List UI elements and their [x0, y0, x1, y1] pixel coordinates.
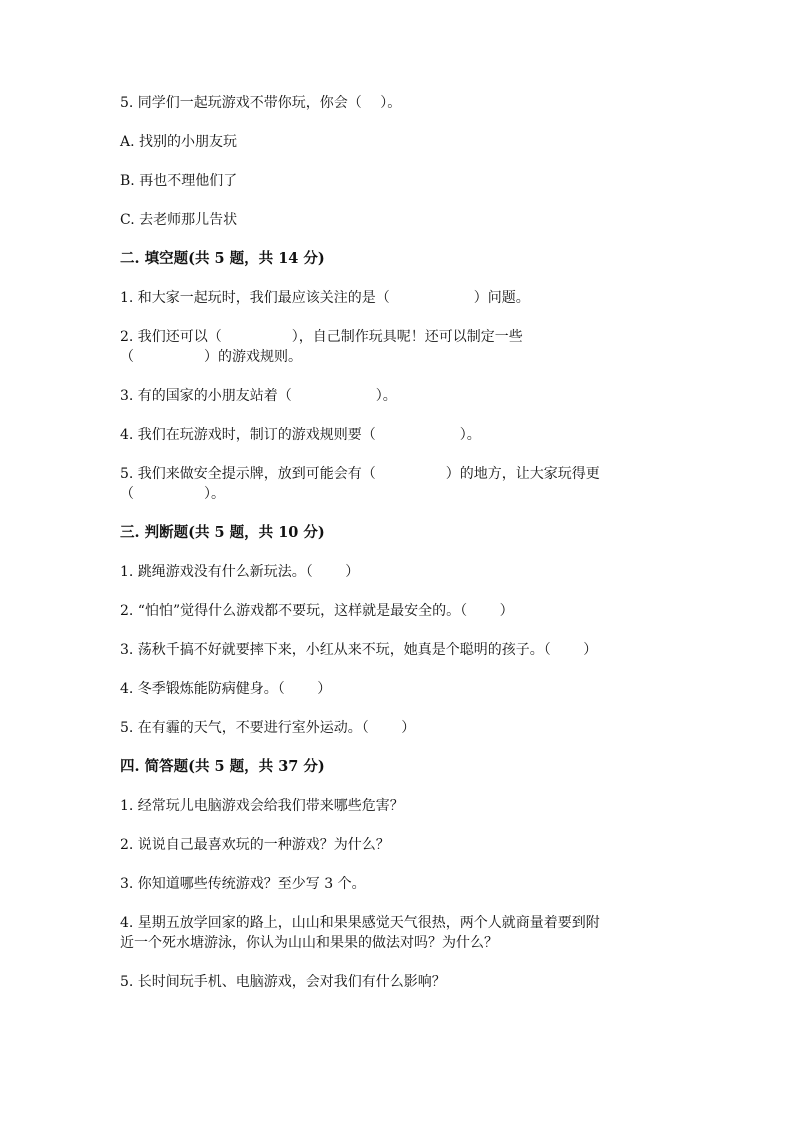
fill-question-5-line-2: （ ）。	[120, 486, 225, 502]
short-question-3: 3. 你知道哪些传统游戏？至少写 3 个。	[120, 876, 366, 892]
short-question-4-line-2: 近一个死水塘游泳，你认为山山和果果的做法对吗？为什么？	[120, 935, 498, 951]
worksheet-page	[120, 93, 680, 992]
choice-question-5: 5. 同学们一起玩游戏不带你玩，你会（ ）。	[120, 95, 402, 111]
judge-question-2: 2. “怕怕”觉得什么游戏都不要玩，这样就是最安全的。（ ）	[120, 603, 514, 619]
fill-question-5-line-1: 5. 我们来做安全提示牌，放到可能会有（ ）的地方，让大家玩得更	[120, 466, 600, 482]
short-question-2: 2. 说说自己最喜欢玩的一种游戏？为什么？	[120, 837, 390, 853]
fill-question-2-line-1: 2. 我们还可以（ ），自己制作玩具呢！还可以制定一些	[120, 329, 523, 345]
short-section-heading: 四. 简答题(共 5 题，共 37 分)	[120, 758, 325, 775]
fill-section-heading: 二. 填空题(共 5 题，共 14 分)	[120, 250, 325, 267]
judge-section-heading: 三. 判断题(共 5 题，共 10 分)	[120, 524, 325, 541]
short-question-1: 1. 经常玩儿电脑游戏会给我们带来哪些危害？	[120, 798, 404, 814]
choice-option-a: A. 找别的小朋友玩	[120, 134, 238, 150]
fill-question-3: 3. 有的国家的小朋友站着（ ）。	[120, 388, 397, 404]
judge-question-1: 1. 跳绳游戏没有什么新玩法。（ ）	[120, 564, 360, 580]
judge-question-3: 3. 荡秋千搞不好就要摔下来，小红从来不玩，她真是个聪明的孩子。（ ）	[120, 642, 598, 658]
short-question-5: 5. 长时间玩手机、电脑游戏，会对我们有什么影响？	[120, 974, 446, 990]
choice-option-c: C. 去老师那儿告状	[120, 212, 238, 228]
choice-option-b: B. 再也不理他们了	[120, 173, 238, 189]
judge-question-5: 5. 在有霾的天气，不要进行室外运动。（ ）	[120, 720, 416, 736]
judge-question-4: 4. 冬季锻炼能防病健身。（ ）	[120, 681, 332, 697]
fill-question-4: 4. 我们在玩游戏时，制订的游戏规则要（ ）。	[120, 427, 481, 443]
short-question-4-line-1: 4. 星期五放学回家的路上，山山和果果感觉天气很热，两个人就商量着要到附	[120, 915, 600, 931]
fill-question-1: 1. 和大家一起玩时，我们最应该关注的是（ ）问题。	[120, 290, 530, 306]
fill-question-2-line-2: （ ）的游戏规则。	[120, 349, 302, 365]
